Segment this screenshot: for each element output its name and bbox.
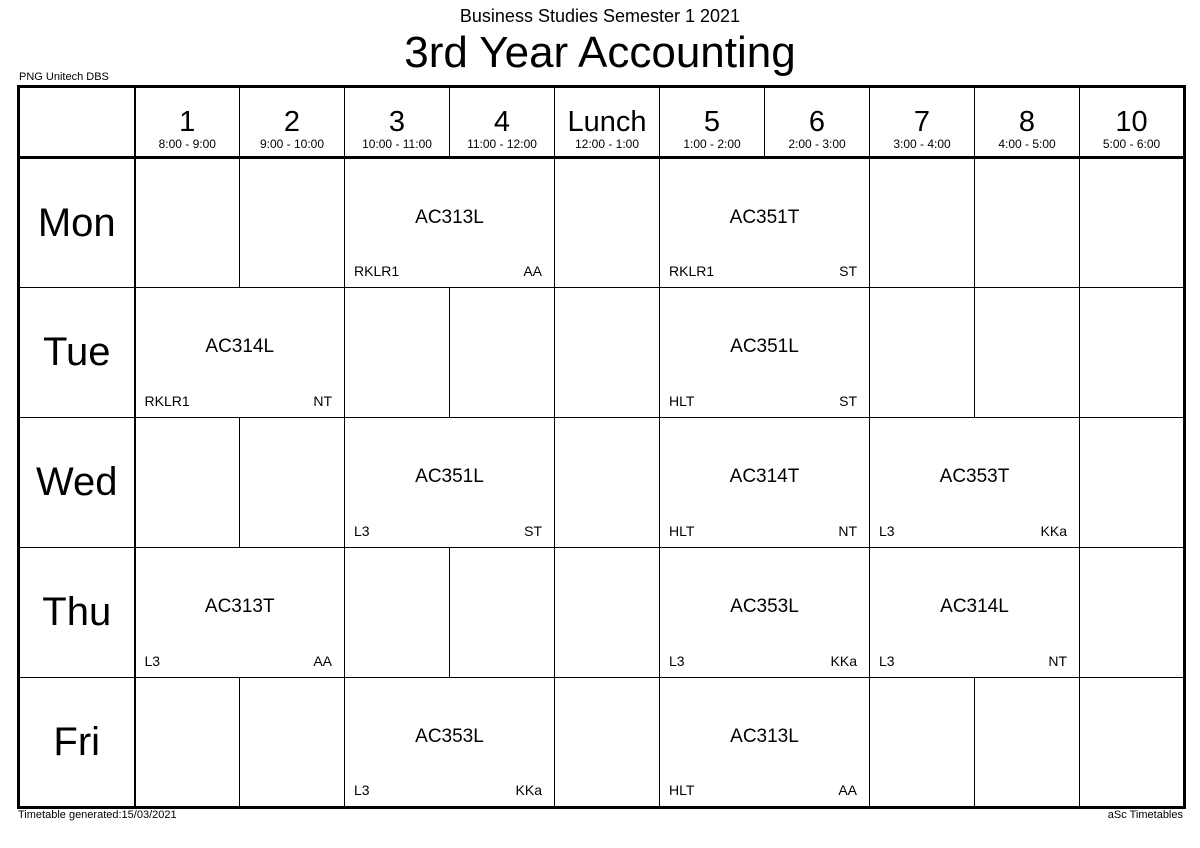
period-label: Lunch (567, 106, 647, 138)
software-credit: aSc Timetables (1107, 809, 1183, 821)
lesson-teacher: NT (838, 523, 857, 539)
period-header (345, 87, 450, 158)
lesson-card[interactable] (660, 158, 870, 288)
lesson-room: HLT (669, 523, 695, 539)
day-row (19, 418, 1185, 548)
empty-slot (240, 158, 345, 288)
period-header (450, 87, 555, 158)
generated-date: Timetable generated:15/03/2021 (18, 809, 177, 821)
period-label: 4 (493, 106, 511, 138)
timetable-grid (17, 85, 1186, 809)
lesson-subject: AC353L (730, 596, 799, 617)
period-header-row (19, 87, 1185, 158)
lesson-teacher: ST (839, 263, 857, 279)
lesson-teacher: AA (313, 653, 332, 669)
lesson-subject: AC314T (729, 466, 800, 487)
lesson-room: L3 (669, 653, 685, 669)
day-row (19, 678, 1185, 808)
school-name: PNG Unitech DBS (19, 71, 109, 83)
lesson-room: L3 (144, 653, 161, 669)
day-label: Fri (19, 678, 135, 808)
empty-slot (1080, 678, 1185, 808)
period-header (240, 87, 345, 158)
period-label: 5 (703, 106, 721, 138)
empty-slot (135, 678, 240, 808)
lesson-subject: AC351T (729, 207, 800, 228)
lesson-card[interactable] (660, 678, 870, 808)
empty-slot (135, 418, 240, 548)
lesson-room: RKLR1 (354, 263, 400, 279)
page-title: 3rd Year Accounting (404, 28, 796, 77)
empty-slot (975, 678, 1080, 808)
lesson-card[interactable] (135, 288, 345, 418)
empty-slot (555, 548, 660, 678)
period-header (870, 87, 975, 158)
lesson-card[interactable] (135, 548, 345, 678)
lesson-teacher: KKa (515, 782, 542, 798)
period-header (1080, 87, 1185, 158)
lesson-subject: AC351L (415, 466, 484, 487)
lesson-subject: AC314L (940, 596, 1009, 617)
lesson-room: RKLR1 (144, 393, 190, 409)
day-row (19, 158, 1185, 288)
lesson-room: HLT (669, 393, 695, 409)
lesson-card[interactable] (660, 548, 870, 678)
lesson-subject: AC313L (730, 726, 799, 747)
empty-slot (135, 158, 240, 288)
lesson-card[interactable] (345, 418, 555, 548)
lesson-teacher: ST (839, 393, 857, 409)
lesson-teacher: KKa (1040, 523, 1067, 539)
lesson-room: L3 (354, 523, 370, 539)
empty-slot (870, 158, 975, 288)
empty-slot (555, 418, 660, 548)
period-time: 1:00 - 2:00 (683, 137, 741, 151)
day-row (19, 288, 1185, 418)
period-label: 7 (913, 106, 931, 138)
empty-slot (450, 288, 555, 418)
empty-slot (450, 548, 555, 678)
lesson-subject: AC313L (415, 207, 484, 228)
lesson-room: L3 (879, 523, 895, 539)
empty-slot (555, 678, 660, 808)
lesson-card[interactable] (870, 548, 1080, 678)
period-time: 2:00 - 3:00 (788, 137, 846, 151)
lesson-card[interactable] (660, 418, 870, 548)
period-label: 8 (1018, 106, 1036, 138)
empty-slot (1080, 288, 1185, 418)
empty-slot (870, 678, 975, 808)
period-header (135, 87, 240, 158)
empty-slot (555, 158, 660, 288)
empty-slot (345, 548, 450, 678)
period-time: 3:00 - 4:00 (893, 137, 951, 151)
lesson-subject: AC313T (204, 596, 275, 617)
empty-slot (975, 288, 1080, 418)
period-header (975, 87, 1080, 158)
lesson-subject: AC353T (939, 466, 1010, 487)
lesson-subject: AC351L (730, 336, 799, 357)
period-time: 8:00 - 9:00 (158, 137, 216, 151)
period-time: 12:00 - 1:00 (574, 137, 640, 151)
empty-slot (345, 288, 450, 418)
period-time: 11:00 - 12:00 (467, 137, 537, 151)
lesson-room: L3 (879, 653, 895, 669)
lesson-teacher: KKa (830, 653, 857, 669)
corner-cell (19, 87, 135, 158)
day-label: Tue (19, 288, 135, 418)
day-label: Thu (19, 548, 135, 678)
empty-slot (555, 288, 660, 418)
day-row (19, 548, 1185, 678)
period-label: 1 (179, 106, 196, 138)
empty-slot (1080, 548, 1185, 678)
lesson-teacher: ST (524, 523, 542, 539)
lesson-card[interactable] (345, 158, 555, 288)
period-time: 10:00 - 11:00 (362, 137, 432, 151)
empty-slot (240, 678, 345, 808)
period-time: 4:00 - 5:00 (998, 137, 1056, 151)
period-label: 3 (388, 106, 406, 138)
period-label: 2 (283, 106, 301, 138)
lesson-teacher: NT (313, 393, 332, 409)
lesson-card[interactable] (870, 418, 1080, 548)
period-time: 5:00 - 6:00 (1102, 137, 1161, 151)
period-label: 6 (808, 106, 826, 138)
lesson-teacher: NT (1048, 653, 1067, 669)
lesson-subject: AC314L (205, 336, 275, 357)
day-label: Mon (19, 158, 135, 288)
day-label: Wed (19, 418, 135, 548)
empty-slot (870, 288, 975, 418)
period-header (660, 87, 765, 158)
empty-slot (975, 158, 1080, 288)
lesson-room: L3 (354, 782, 370, 798)
subtitle: Business Studies Semester 1 2021 (459, 6, 741, 26)
period-time: 9:00 - 10:00 (259, 137, 325, 151)
period-header (555, 87, 660, 158)
lesson-room: RKLR1 (669, 263, 715, 279)
lesson-card[interactable] (345, 678, 555, 808)
empty-slot (1080, 418, 1185, 548)
lesson-room: HLT (669, 782, 695, 798)
period-header (765, 87, 870, 158)
period-label: 10 (1115, 106, 1148, 138)
empty-slot (240, 418, 345, 548)
lesson-teacher: AA (838, 782, 857, 798)
lesson-subject: AC353L (415, 726, 484, 747)
empty-slot (1080, 158, 1185, 288)
lesson-teacher: AA (523, 263, 542, 279)
lesson-card[interactable] (660, 288, 870, 418)
